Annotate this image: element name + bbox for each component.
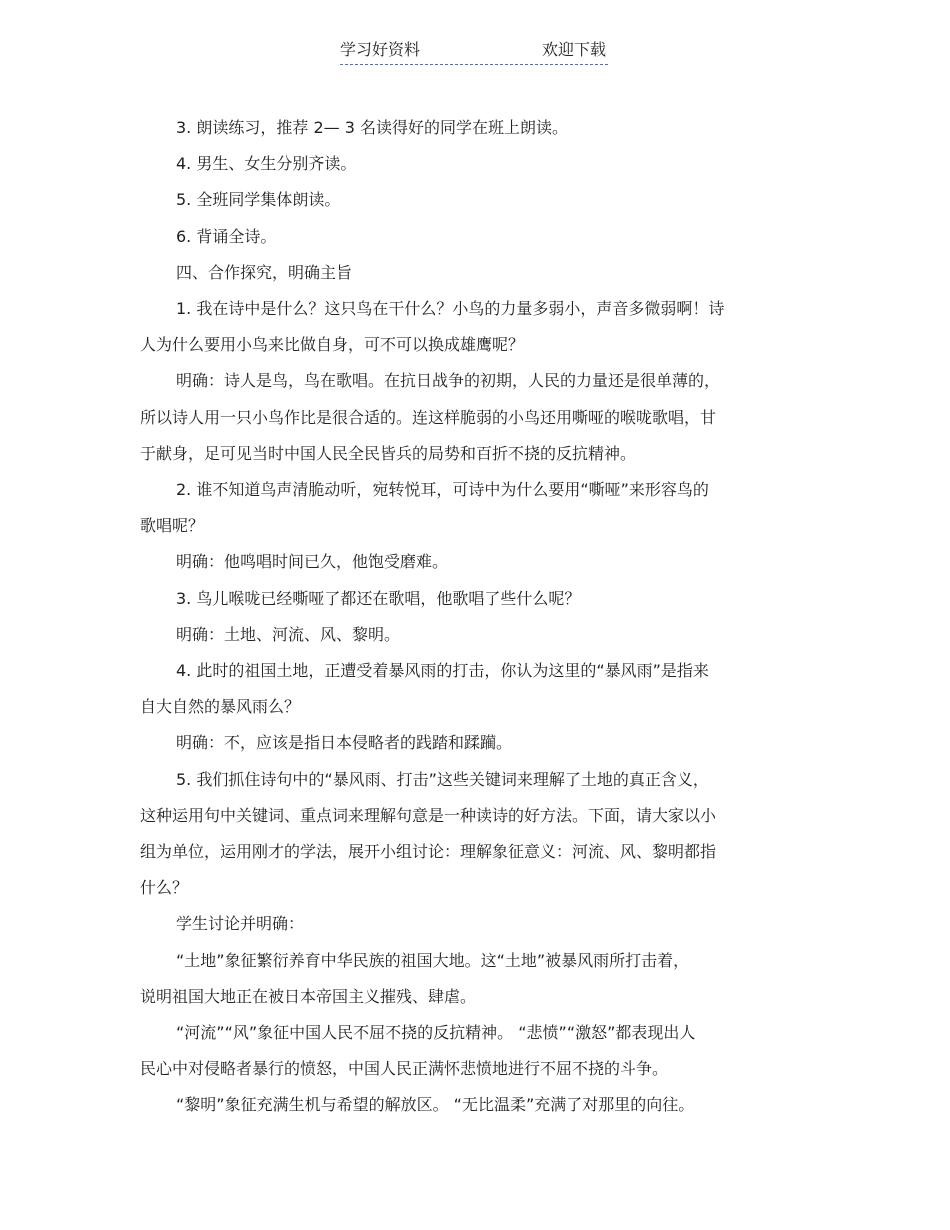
- text-line: 1. 我在诗中是什么？这只鸟在干什么？小鸟的力量多弱小，声音多微弱啊！诗: [176, 299, 725, 319]
- text-line: 这种运用句中关键词、重点词来理解句意是一种读诗的好方法。下面，请大家以小: [140, 805, 717, 825]
- section-heading: 四、合作探究，明确主旨: [176, 262, 353, 282]
- text-line: 民心中对侵略者暴行的愤怒，中国人民正满怀悲愤地进行不屈不挠的斗争。: [140, 1059, 669, 1079]
- text-line: “黎明”象征充满生机与希望的解放区。 “无比温柔”充满了对那里的向往。: [176, 1095, 695, 1115]
- text-line: 人为什么要用小鸟来比做自身，可不可以换成雄鹰呢？: [140, 335, 525, 355]
- text-line: 5. 我们抓住诗句中的“暴风雨、打击”这些关键词来理解了土地的真正含义，: [176, 769, 709, 789]
- text-line: 3. 鸟儿喉咙已经嘶哑了都还在歌唱，他歌唱了些什么呢？: [176, 588, 581, 608]
- text-line: 明确：他鸣唱时间已久，他饱受磨难。: [176, 552, 449, 572]
- text-line: 2. 谁不知道鸟声清脆动听，宛转悦耳，可诗中为什么要用“嘶哑”来形容鸟的: [176, 480, 709, 500]
- text-line: 学生讨论并明确：: [176, 914, 305, 934]
- text-line: 6. 背诵全诗。: [176, 226, 277, 246]
- text-line: 4. 此时的祖国土地，正遭受着暴风雨的打击，你认为这里的“暴风雨”是指来: [176, 661, 709, 681]
- text-line: 说明祖国大地正在被日本帝国主义摧残、肆虐。: [140, 986, 477, 1006]
- header-left-text: 学习好资料: [340, 40, 421, 59]
- text-line: 5. 全班同学集体朗读。: [176, 190, 341, 210]
- text-line: 于献身，足可见当时中国人民全民皆兵的局势和百折不挠的反抗精神。: [140, 443, 637, 463]
- text-line: 什么？: [140, 878, 189, 898]
- page-header: [340, 38, 608, 65]
- text-line: 明确：不，应该是指日本侵略者的践踏和蹂躏。: [176, 733, 513, 753]
- text-line: “土地”象征繁衍养育中华民族的祖国大地。这“土地”被暴风雨所打击着，: [176, 950, 690, 970]
- document-body: [140, 110, 810, 1124]
- text-line: 所以诗人用一只小鸟作比是很合适的。连这样脆弱的小鸟还用嘶哑的喉咙歌唱，甘: [140, 407, 717, 427]
- text-line: 4. 男生、女生分别齐读。: [176, 154, 357, 174]
- text-line: 明确：诗人是鸟，鸟在歌唱。在抗日战争的初期，人民的力量还是很单薄的，: [176, 371, 721, 391]
- text-line: 明确：土地、河流、风、黎明。: [176, 624, 401, 644]
- text-line: 3. 朗读练习，推荐 2— 3 名读得好的同学在班上朗读。: [176, 118, 568, 137]
- text-line: 歌唱呢？: [140, 516, 205, 536]
- header-right-text: 欢迎下载: [541, 40, 606, 59]
- text-line: 组为单位，运用刚才的学法，展开小组讨论：理解象征意义：河流、风、黎明都指: [140, 842, 717, 862]
- text-line: 自大自然的暴风雨么？: [140, 697, 301, 717]
- text-line: “河流”“风”象征中国人民不屈不挠的反抗精神。 “悲愤”“激怒”都表现出人: [176, 1023, 696, 1043]
